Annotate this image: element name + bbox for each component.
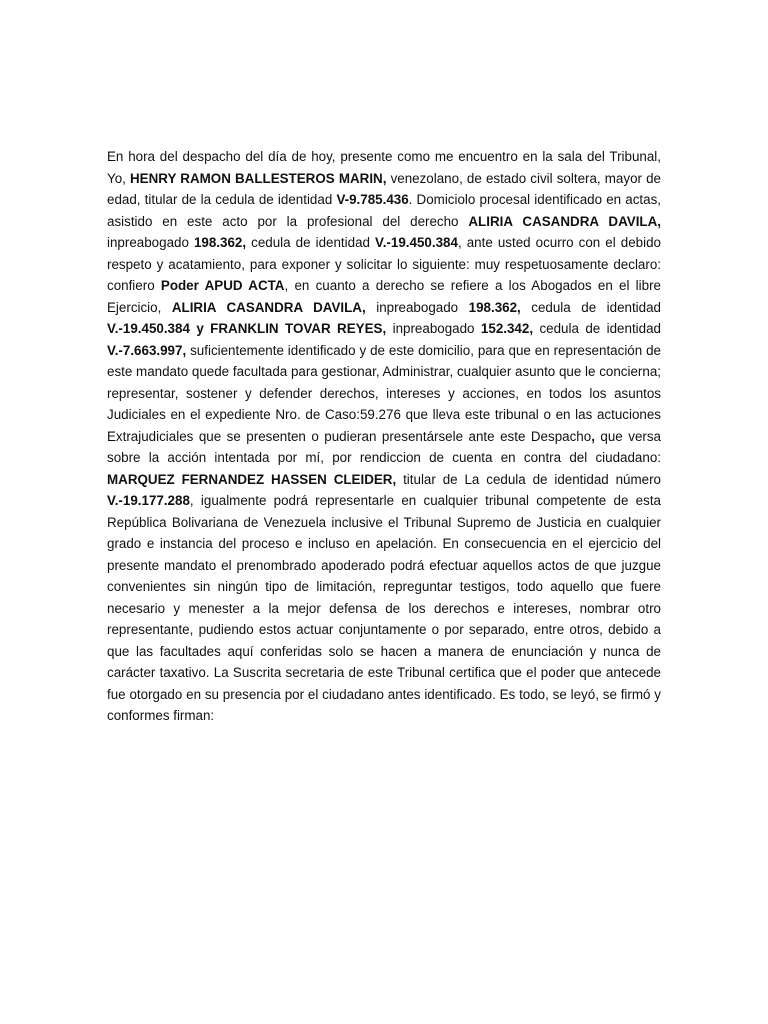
text-run: inpreabogado: [107, 235, 194, 250]
bold-text-run: 152.342,: [480, 321, 534, 336]
bold-text-run: ALIRIA CASANDRA DAVILA,: [468, 213, 661, 229]
text-run: inpreabogado: [386, 321, 481, 336]
bold-text-run: 198.362,: [468, 299, 521, 315]
text-run: cedula de identidad: [520, 299, 662, 315]
text-run: inpreabogado: [365, 299, 469, 315]
text-run: , en cuanto a derecho se refiere a los Abogados en el libre Ejercicio,: [107, 278, 661, 315]
text-run: , igualmente podrá representarle en cualquier tribunal competente de esta República Bolivariana de Venezuela inclusive el Tribunal Supremo de Justicia en cualquier grado e instancia del proceso e incluso en apelación. En consecuencia en el ejercicio del presente mandato el prenombrado apoderado podrá efectuar aquellos actos de que juzgue convenientes sin ningún tipo de limitación, repreguntar testigos, todo aquello que fuere necesario y menester a la mejor defensa de los derechos e intereses, nombrar otro representante, pudiendo estos actuar conjuntamente o por separado, entre otros, debido a que las facultades aquí conferidas solo se hacen a manera de enunciación y nunca de carácter taxativo. La Suscrita secretaria de este Tribunal certifica que el poder que antecede fue otorgado en su presencia por el ciudadano antes identificado. Es todo, se leyó, se firmó y conformes firman:: [107, 493, 661, 723]
bold-text-run: V.-19.450.384: [375, 235, 458, 250]
text-run: venezolano, de estado civil soltera, mayor de edad, titular de la cedula de identidad: [107, 170, 662, 207]
bold-text-run: ,: [591, 428, 595, 444]
bold-text-run: V.-7.663.997,: [107, 342, 187, 358]
text-run: suficientemente identificado y de este domicilio, para que en representación de este mandato quede facultada para gestionar, Administrar, cualquier asunto que le concierna; representar, sostener y defender derechos, intereses y acciones, en todos los asuntos Judiciales en el expediente Nro. de Caso:59.276 que lleva este tribunal o en las actuciones Extrajudiciales que se presenten o pudieran presentársele ante este Despacho: [107, 342, 661, 444]
text-run: titular de La cedula de identidad número: [396, 471, 661, 487]
text-run: En hora del despacho del día de hoy, presente como me encuentro en la sala del Tribunal, Yo,: [107, 149, 661, 186]
bold-text-run: ALIRIA CASANDRA DAVILA,: [171, 299, 366, 315]
bold-text-run: V.-19.177.288: [107, 493, 190, 508]
bold-text-run: MARQUEZ FERNANDEZ HASSEN CLEIDER,: [107, 471, 397, 487]
bold-text-run: V.-19.450.384 y FRANKLIN TOVAR REYES,: [107, 321, 387, 336]
text-run: . Domiciolo procesal identificado en actas, asistido en este acto por la profesional del derecho: [107, 192, 661, 229]
bold-text-run: 198.362,: [193, 235, 247, 250]
bold-text-run: HENRY RAMON BALLESTEROS MARIN,: [130, 170, 387, 186]
text-run: cedula de identidad: [246, 235, 376, 250]
text-run: cedula de identidad: [533, 321, 661, 336]
text-run: , ante usted ocurro con el debido respeto y acatamiento, para exponer y solicitar lo siguiente: muy respetuosamente declaro: confiero: [107, 235, 661, 293]
bold-text-run: V-9.785.436: [336, 192, 409, 207]
text-run: que versa sobre la acción intentada por mí, por rendiccion de cuenta en contra del ciudadano:: [107, 428, 661, 465]
bold-text-run: Poder APUD ACTA: [160, 278, 285, 293]
body-paragraph: [107, 146, 661, 727]
